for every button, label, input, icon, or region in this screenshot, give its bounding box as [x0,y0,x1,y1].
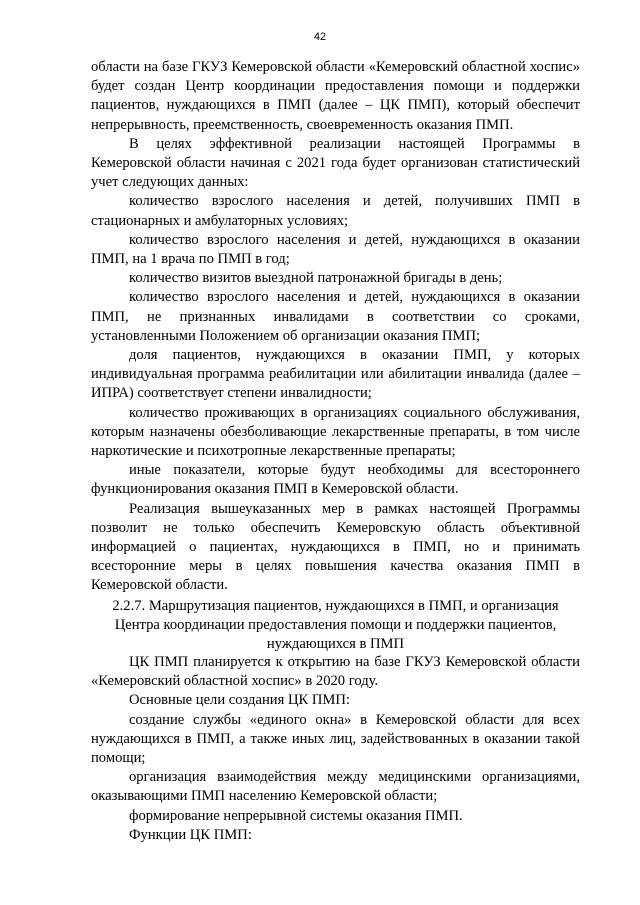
list-item-continuous-system: формирование непрерывной системы оказания ПМП. [129,807,463,824]
paragraph-functions-title: Функции ЦК ПМП: [129,826,252,843]
list-item-single-window: создание службы «единого окна» в Кемеровской области для всех нуждающихся в ПМП, а также иных лиц, задействованных в оказании такой помощи; [91,711,580,767]
paragraph-implementation: Реализация вышеуказанных мер в рамках настоящей Программы позволит не только обеспечить Кемеровскую область объективной информацией о пациентах, нуждающихся в ПМП, но и принимать всесторонние меры в целях повышения качества оказания ПМП в Кемеровской области. [91,500,580,594]
section-heading-line-1: 2.2.7. Маршрутизация пациентов, нуждающихся в ПМП, и организация [112,598,559,614]
list-item-ipra-share: доля пациентов, нуждающихся в оказании ПМП, у которых индивидуальная программа реабилитации или абилитации инвалида (далее – ИПРА) соответствует степени инвалидности; [91,347,580,402]
paragraph-statistics-intro: В целях эффективной реализации настоящей Программы в Кемеровской области начиная с 2021 года будет организован статистический учет следующих данных: [91,135,580,191]
list-item-other-indicators: иные показатели, которые будут необходимы для всестороннего функционирования оказания ПМП в Кемеровской области. [91,462,580,498]
paragraph-hospice-center: области на базе ГКУЗ Кемеровской области «Кемеровский областной хоспис» будет создан Центр координации предоставления помощи и поддержки пациентов, нуждающихся в ПМП (далее – ЦК ПМП), который обеспечит непрерывность, преемственность, своевременность оказания ПМП. [91,59,580,133]
list-item-received-care: количество взрослого населения и детей, получивших ПМП в стационарных и амбулаторных условиях; [91,193,580,229]
list-item-per-doctor: количество взрослого населения и детей, нуждающихся в оказании ПМП, на 1 врача по ПМП в год; [91,231,580,268]
list-item-social-residents: количество проживающих в организациях социального обслуживания, которым назначены обезболивающие лекарственные препараты, в том числе наркотические и психотропные лекарственные препараты; [91,404,580,460]
paragraph-opening: ЦК ПМП планируется к открытию на базе ГКУЗ Кемеровской области «Кемеровский областной хоспис» в 2020 году. [91,654,580,690]
section-body [91,653,580,845]
page-number: 42 [313,31,327,43]
section-heading-line-2: Центра координации предоставления помощи и поддержки пациентов, [114,617,557,634]
section-heading-line-3: нуждающихся в ПМП [266,636,405,653]
section-heading [91,597,580,655]
list-item-interaction: организация взаимодействия между медицинскими организациями, оказывающими ПМП населению Кемеровской области; [91,769,580,805]
body-text [91,58,580,596]
list-item-not-disabled: количество взрослого населения и детей, нуждающихся в оказании ПМП, не признанных инвалидами в соответствии со сроками, установленными Положением об организации оказания ПМП; [91,289,580,344]
list-item-brigade-visits: количество визитов выездной патронажной бригады в день; [129,270,503,287]
paragraph-goals-title: Основные цели создания ЦК ПМП: [129,692,350,709]
